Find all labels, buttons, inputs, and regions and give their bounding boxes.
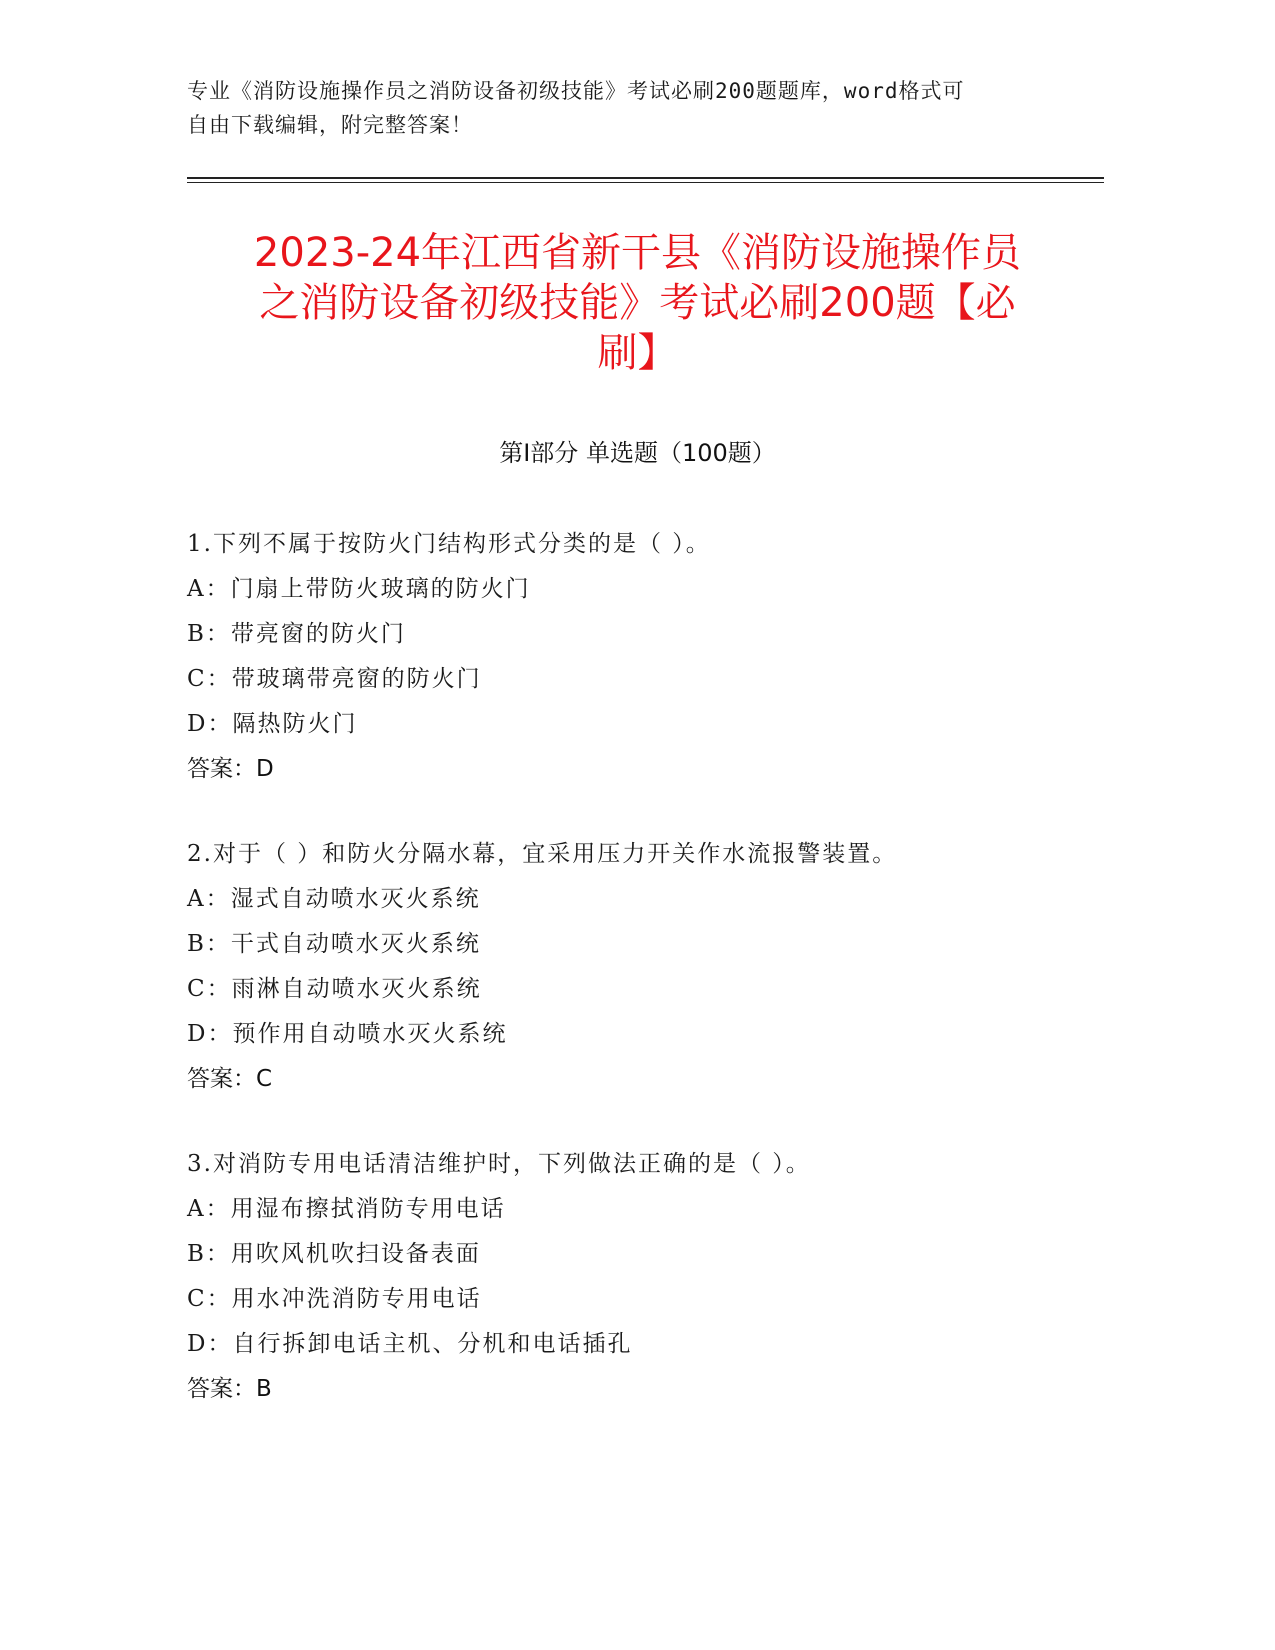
option-b: B：干式自动喷水灭火系统 xyxy=(187,931,481,957)
option-d: D：隔热防火门 xyxy=(187,711,358,737)
answer: 答案：C xyxy=(187,1066,273,1092)
question-stem: 3.对消防专用电话清洁维护时，下列做法正确的是（ ）。 xyxy=(187,1151,811,1177)
option-c: C：雨淋自动喷水灭火系统 xyxy=(187,976,482,1002)
option-a: A：用湿布擦拭消防专用电话 xyxy=(187,1196,506,1222)
option-a: A：门扇上带防火玻璃的防火门 xyxy=(187,576,531,602)
option-b: B：带亮窗的防火门 xyxy=(187,621,406,647)
question-3 xyxy=(187,1142,1107,1412)
header-note xyxy=(187,74,1087,142)
answer: 答案：D xyxy=(187,756,274,782)
header-note-line-1: 专业《消防设施操作员之消防设备初级技能》考试必刷200题题库，word格式可 xyxy=(187,79,965,103)
title-line-2: 之消防设备初级技能》考试必刷200题【必 xyxy=(259,280,1016,326)
question-2 xyxy=(187,832,1107,1102)
option-d: D：自行拆卸电话主机、分机和电话插孔 xyxy=(187,1331,633,1357)
question-stem: 1.下列不属于按防火门结构形式分类的是（ ）。 xyxy=(187,531,711,557)
title-line-1: 2023-24年江西省新干县《消防设施操作员 xyxy=(253,230,1022,276)
header-rule-thin xyxy=(187,182,1104,183)
document-title xyxy=(170,228,1105,378)
title-line-3: 刷】 xyxy=(597,330,678,376)
option-c: C：带玻璃带亮窗的防火门 xyxy=(187,666,482,692)
question-list xyxy=(187,522,1107,1452)
header-note-line-2: 自由下载编辑，附完整答案！ xyxy=(187,113,473,137)
option-a: A：湿式自动喷水灭火系统 xyxy=(187,886,481,912)
section-title: 第I部分 单选题（100题） xyxy=(499,439,776,467)
question-1 xyxy=(187,522,1107,792)
option-b: B：用吹风机吹扫设备表面 xyxy=(187,1241,481,1267)
header-rule-thick xyxy=(187,177,1104,179)
option-d: D：预作用自动喷水灭火系统 xyxy=(187,1021,508,1047)
answer: 答案：B xyxy=(187,1376,272,1402)
option-c: C：用水冲洗消防专用电话 xyxy=(187,1286,482,1312)
question-stem: 2.对于（ ）和防火分隔水幕，宜采用压力开关作水流报警装置。 xyxy=(187,841,898,867)
